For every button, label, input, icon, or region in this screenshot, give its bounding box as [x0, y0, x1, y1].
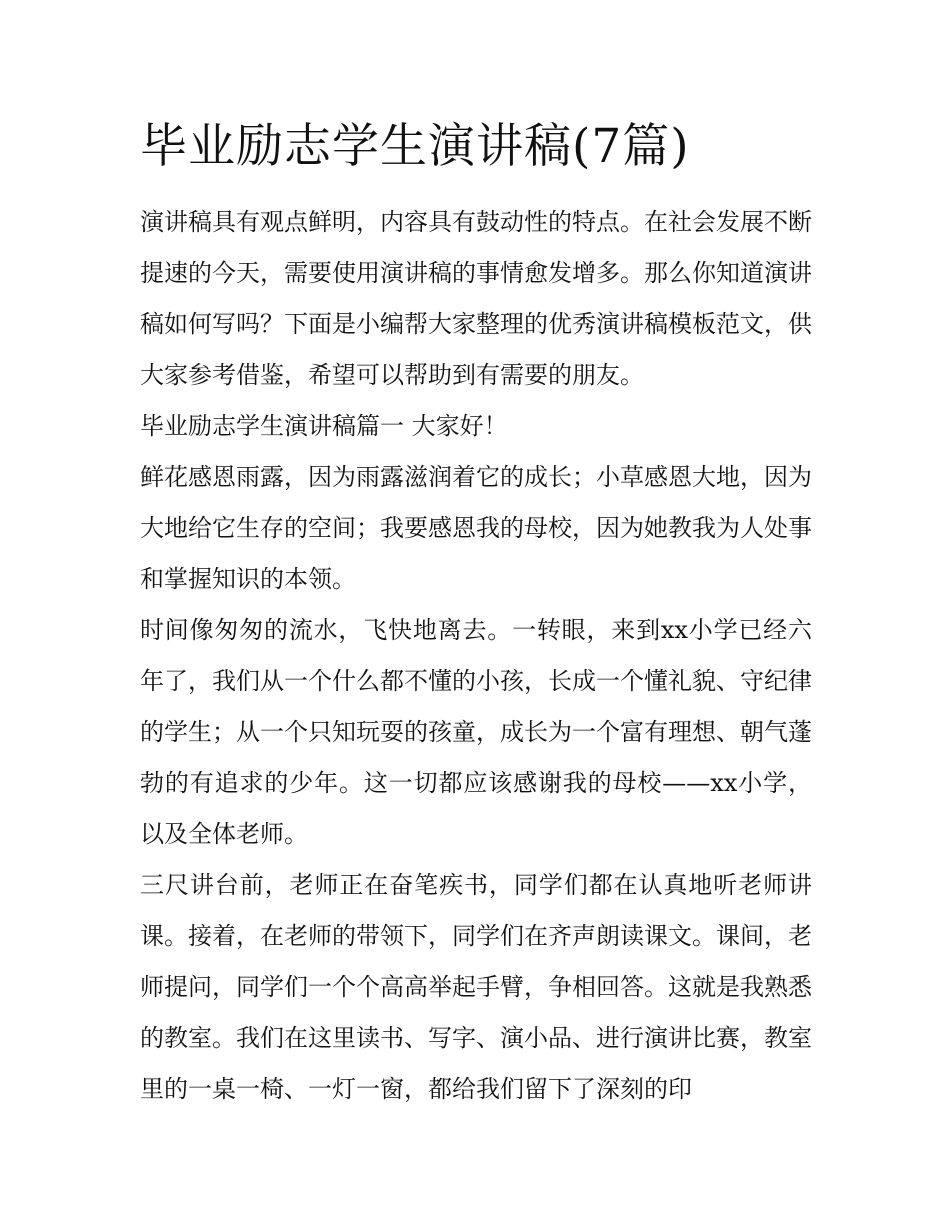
document-body — [140, 197, 812, 1115]
paragraph-greeting: 毕业励志学生演讲稿篇一 大家好！ — [140, 412, 508, 440]
paragraph-gratitude: 鲜花感恩雨露，因为雨露滋润着它的成长；小草感恩大地，因为大地给它生存的空间；我要感恩我的母校，因为她教我为人处事和掌握知识的本领。 — [140, 463, 812, 593]
paragraph-time: 时间像匆匆的流水，飞快地离去。一转眼，来到xx小学已经六年了，我们从一个什么都不懂的小孩，长成一个懂礼貌、守纪律的学生；从一个只知玩耍的孩童，成长为一个富有理想、朝气蓬勃的有追求的少年。这一切都应该感谢我的母校——xx小学，以及全体老师。 — [140, 616, 812, 848]
document-title: 毕业励志学生演讲稿(7篇) — [140, 119, 690, 174]
paragraph-intro: 演讲稿具有观点鲜明，内容具有鼓动性的特点。在社会发展不断提速的今天，需要使用演讲稿的事情愈发增多。那么你知道演讲稿如何写吗？下面是小编帮大家整理的优秀演讲稿模板范文，供大家参考借鉴，希望可以帮助到有需要的朋友。 — [140, 208, 812, 389]
paragraph-classroom: 三尺讲台前，老师正在奋笔疾书，同学们都在认真地听老师讲课。接着，在老师的带领下，同学们在齐声朗读课文。课间，老师提问，同学们一个个高高举起手臂，争相回答。这就是我熟悉的教室。我们在这里读书、写字、演小品、进行演讲比赛，教室里的一桌一椅、一灯一窗，都给我们留下了深刻的印 — [140, 871, 812, 1103]
